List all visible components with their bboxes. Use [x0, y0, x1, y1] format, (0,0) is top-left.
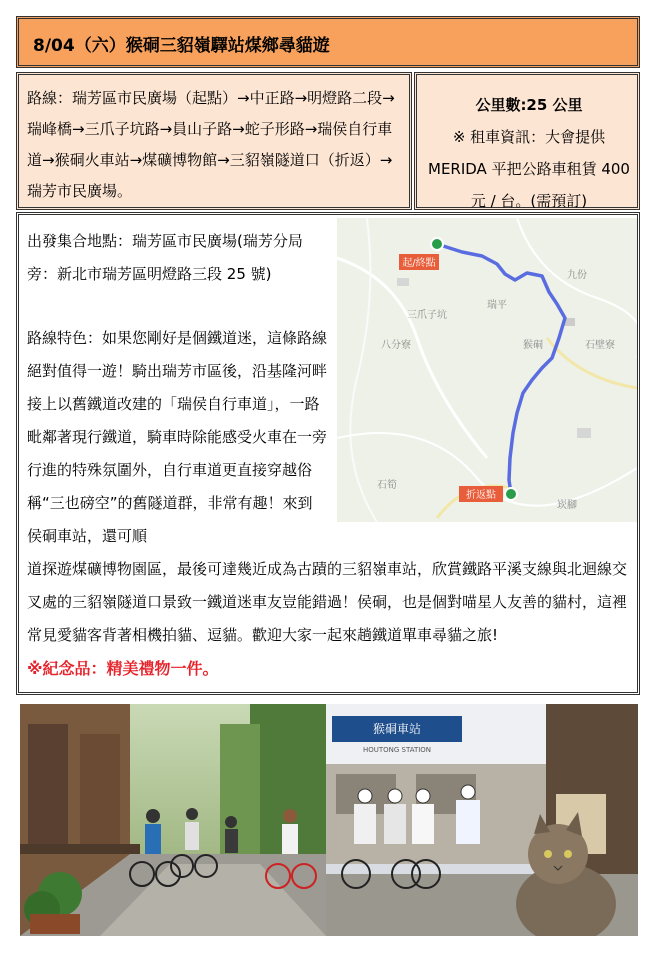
svg-text:瑞平: 瑞平 — [487, 300, 507, 311]
photo-station-cat — [326, 704, 638, 936]
svg-text:崁腳: 崁腳 — [557, 500, 577, 511]
svg-text:三爪子坑: 三爪子坑 — [407, 310, 447, 321]
photo-left-svg — [20, 704, 326, 936]
turn-label: 折返點 — [466, 490, 496, 501]
svg-text:猴硐: 猴硐 — [523, 340, 543, 351]
title-bar — [16, 16, 640, 68]
info-text — [423, 89, 635, 217]
route-feature-text: 路線特色：如果您剛好是個鐵道迷，這條路線絕對值得一遊！騎出瑞芳市區後，沿基隆河畔接上以舊鐵道改建的「瑞侯自行車道」，一路毗鄰著現行鐵道，騎車時除能感受火車在一旁行進的特殊氛圍外，自行車道更直接穿越俗稱“三也磅空”的舊隧道群，非常有趣！來到侯硐車站，還可順 — [27, 329, 328, 545]
route-feature-continued: 道探遊煤礦博物園區，最後可達幾近成為古蹟的三貂嶺車站，欣賞鐵路平溪支線與北迴線交叉處的三貂嶺隧道口景致一鐵道迷車友豈能錯過！侯硐，也是個對喵星人友善的貓村，這裡常見愛貓客背著相機拍貓、逗貓。歡迎大家一起來趟鐵道單車尋貓之旅! — [27, 560, 628, 644]
svg-text:九份: 九份 — [567, 270, 587, 281]
route-text: 瑞芳區市民廣場（起點）→中正路→明燈路二段→瑞峰橋→三爪子坑路→員山子路→蛇子形路→瑞侯自行車道→猴硐火車站→煤礦博物館→三貂嶺隧道口（折返）→瑞芳市民廣場。 — [27, 89, 395, 200]
route-map-svg — [337, 218, 637, 522]
rental-text: ※ 租車資訊：大會提供 MERIDA 平把公路車租賃 400 元 / 台。(需預訂) — [428, 128, 630, 210]
svg-text:石筍: 石筍 — [377, 480, 397, 491]
page-title: 8/04（六）猴硐三貂嶺驛站煤鄉尋貓遊 — [33, 36, 330, 56]
meeting-point-text: 出發集合地點：瑞芳區市民廣場(瑞芳分局旁：新北市瑞芳區明燈路三段 25 號) — [27, 232, 303, 283]
main-content-box — [16, 212, 640, 695]
svg-text:八分寮: 八分寮 — [381, 340, 411, 351]
souvenir-text: ※紀念品：精美禮物一件。 — [27, 659, 219, 678]
route-map — [337, 218, 637, 522]
route-box — [16, 72, 412, 210]
station-sign-text: 猴硐車站 — [372, 722, 422, 736]
turn-marker-icon — [505, 488, 517, 500]
route-description — [27, 83, 407, 207]
station-sign-en: HOUTONG STATION — [362, 746, 432, 754]
photo-right-svg — [326, 704, 638, 936]
start-marker-icon — [431, 238, 443, 250]
route-label: 路線： — [27, 89, 73, 107]
info-box — [414, 72, 640, 210]
distance-text: 公里數:25 公里 — [475, 96, 583, 114]
svg-text:石壁寮: 石壁寮 — [585, 340, 615, 351]
start-label: 起/終點 — [402, 258, 436, 269]
photo-old-street-cyclists — [20, 704, 326, 936]
